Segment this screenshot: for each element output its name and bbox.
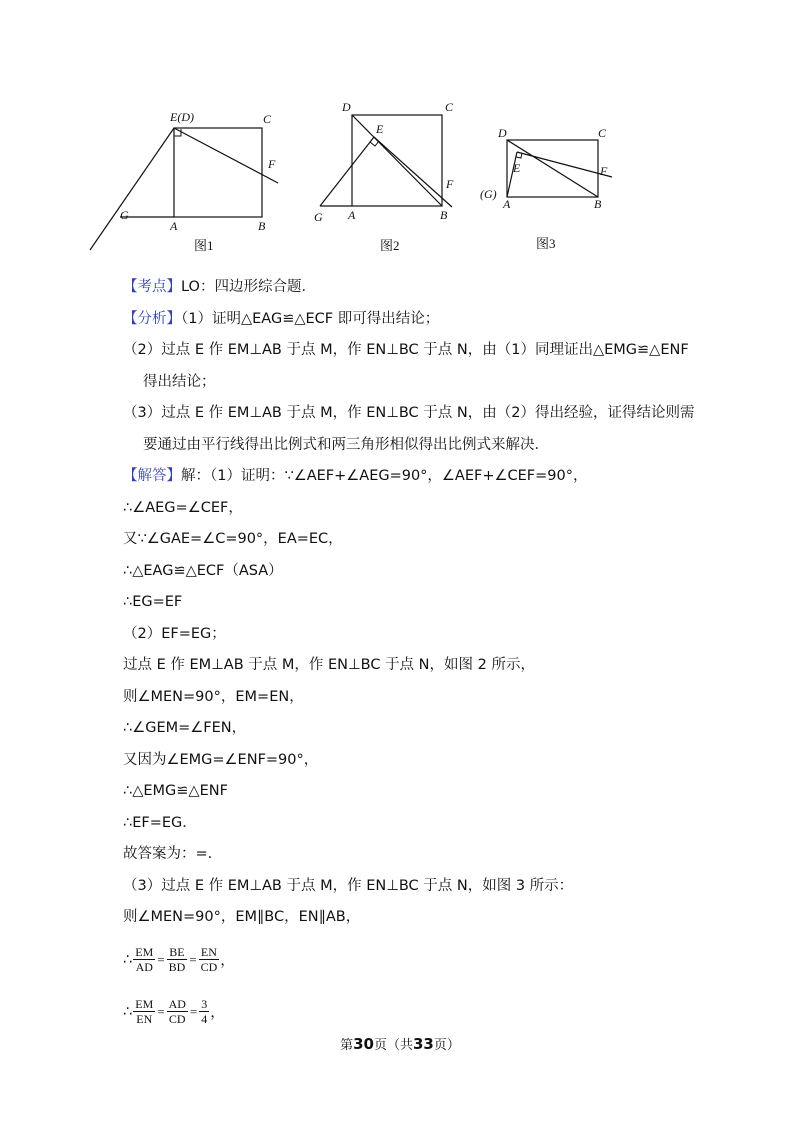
jieda-tag: 【解答】 xyxy=(123,468,181,484)
comma: ， xyxy=(210,1005,225,1021)
proof-line: 过点 E 作 EM⊥AB 于点 M，作 EN⊥BC 于点 N，如图 2 所示， xyxy=(123,657,535,673)
fraction-equation-2 xyxy=(123,986,693,1038)
proof-line: 又因为∠EMG=∠ENF=90°， xyxy=(123,751,319,768)
analysis-3-line: （3）过点 E 作 EM⊥AB 于点 M，作 EN⊥BC 于点 N，由（2）得出经验，证得结论则需 xyxy=(123,405,695,421)
numerator: 3 xyxy=(201,997,208,1011)
square-abcd xyxy=(174,128,262,217)
label-c: C xyxy=(263,112,272,126)
label-e: E xyxy=(513,161,521,175)
numerator: BE xyxy=(169,945,185,959)
figure-2 xyxy=(300,95,480,260)
proof-line: （2）EF=EG； xyxy=(123,625,226,642)
numerator: AD xyxy=(168,997,186,1011)
figure-1 xyxy=(110,95,290,260)
equals-sign: = xyxy=(157,951,165,967)
label-a: A xyxy=(503,197,511,211)
line-eg xyxy=(90,128,174,250)
jieda-line xyxy=(123,461,693,493)
label-c: C xyxy=(445,100,454,114)
label-a: A xyxy=(170,219,178,233)
proof-line: ∴△EAG≌△ECF（ASA） xyxy=(123,562,283,579)
equals-sign: = xyxy=(189,1003,198,1019)
proof-line: 则∠MEN=90°，EM=EN， xyxy=(123,688,304,705)
fenxi-tag: 【分析】 xyxy=(123,310,181,327)
denominator: CD xyxy=(168,1012,186,1026)
proof-line: ∴△EMG≌△ENF xyxy=(123,783,228,799)
label-b: B xyxy=(440,208,448,222)
figure-1-caption: 图1 xyxy=(194,238,214,253)
kaodian-line xyxy=(123,272,693,304)
label-g: G xyxy=(120,208,129,222)
therefore-symbol: ∴ xyxy=(123,1003,133,1020)
label-g: G xyxy=(314,210,323,224)
answer-line: 故答案为：=． xyxy=(123,846,223,862)
footer-suffix: 页） xyxy=(433,1038,460,1053)
fraction xyxy=(133,945,155,974)
comma: ， xyxy=(220,953,235,969)
numerator: EM xyxy=(135,945,154,959)
proof-line: ∴∠GEM=∠FEN， xyxy=(123,720,247,736)
line-ge xyxy=(320,137,374,206)
page-footer xyxy=(0,1034,800,1053)
proof-line: ∴EG=EF xyxy=(123,594,183,610)
fraction xyxy=(199,945,220,974)
total-page-number: 33 xyxy=(413,1035,434,1053)
fraction xyxy=(199,997,209,1026)
label-b: B xyxy=(258,219,266,233)
analysis-2-cont: 得出结论； xyxy=(143,373,216,390)
denominator: AD xyxy=(135,960,153,974)
denominator: EN xyxy=(136,1012,153,1026)
kaodian-text: LO：四边形综合题． xyxy=(181,279,316,295)
denominator: BD xyxy=(168,960,186,974)
diagonal-db xyxy=(352,115,442,206)
fraction xyxy=(167,997,188,1026)
figure-2-caption: 图2 xyxy=(380,238,400,253)
label-d: D xyxy=(498,126,507,140)
fraction xyxy=(133,997,155,1026)
proof-line: 则∠MEN=90°，EM∥BC，EN∥AB， xyxy=(123,909,361,925)
proof-line: 又∵∠GAE=∠C=90°，EA=EC， xyxy=(123,531,343,547)
denominator: 4 xyxy=(201,1012,208,1026)
label-e: E xyxy=(376,122,384,136)
therefore-symbol: ∴ xyxy=(123,951,133,968)
numerator: EM xyxy=(135,997,154,1011)
proof-line: ∴∠AEG=∠CEF， xyxy=(123,499,243,516)
figure-3 xyxy=(480,95,630,260)
footer-middle: 页（共 xyxy=(373,1038,413,1053)
analysis-2-line: （2）过点 E 作 EM⊥AB 于点 M，作 EN⊥BC 于点 N，由（1）同理证出△EMG≌△ENF xyxy=(123,342,689,358)
label-b: B xyxy=(594,197,602,211)
label-f: F xyxy=(446,177,454,191)
proof-line: （3）过点 E 作 EM⊥AB 于点 M，作 EN⊥BC 于点 N，如图 3 所示： xyxy=(123,877,574,894)
label-d: D xyxy=(342,100,351,114)
jieda-text: 解：（1）证明：∵∠AEF+∠AEG=90°，∠AEF+∠CEF=90°， xyxy=(181,468,588,484)
fenxi-text: （1）证明△EAG≌△ECF 即可得出结论； xyxy=(181,310,440,327)
footer-prefix: 第 xyxy=(340,1038,354,1053)
denominator: CD xyxy=(200,960,218,974)
analysis-3-cont: 要通过由平行线得出比例式和两三角形相似得出比例式来解决． xyxy=(143,436,549,453)
line-ef xyxy=(374,137,452,207)
solution-text xyxy=(123,272,693,1038)
label-a: A xyxy=(348,208,356,222)
label-g: (G) xyxy=(480,187,497,201)
fenxi-line xyxy=(123,304,693,336)
equals-sign: = xyxy=(157,1003,165,1019)
label-f: F xyxy=(600,164,608,178)
kaodian-tag: 【考点】 xyxy=(123,279,181,295)
fraction-equation-1 xyxy=(123,934,693,986)
numerator: EN xyxy=(200,945,217,959)
figure-3-caption: 图3 xyxy=(536,236,556,251)
label-e-d: E(D) xyxy=(170,110,194,124)
label-c: C xyxy=(598,126,607,140)
current-page-number: 30 xyxy=(353,1035,374,1053)
label-f: F xyxy=(268,157,276,171)
fraction xyxy=(167,945,188,974)
proof-line: ∴EF=EG． xyxy=(123,814,197,831)
diagonal-db xyxy=(507,140,598,197)
figures xyxy=(110,95,630,260)
equals-sign: = xyxy=(189,951,197,967)
